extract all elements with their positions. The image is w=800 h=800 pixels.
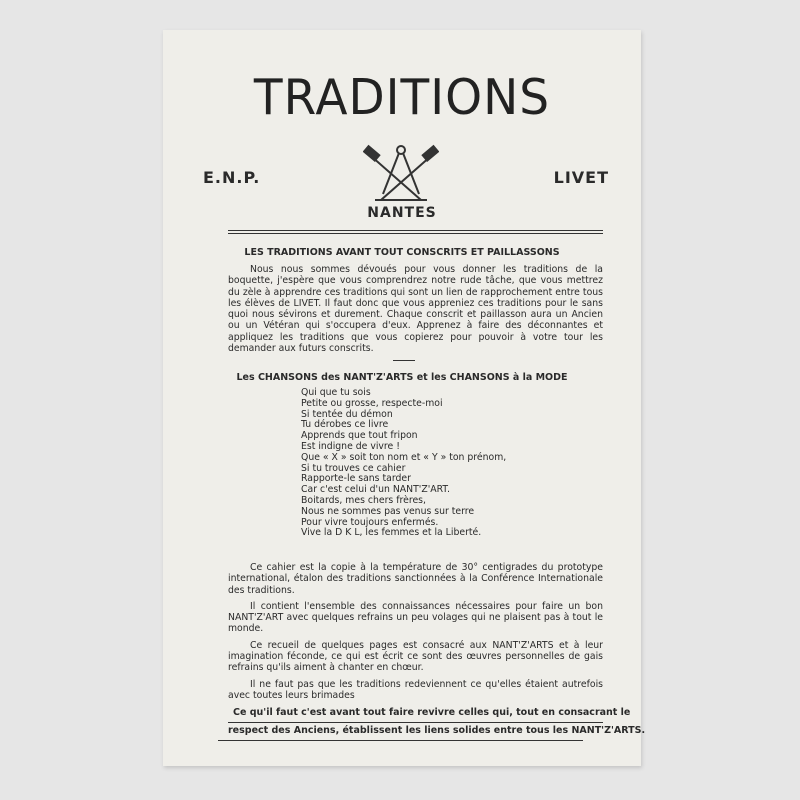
intro-paragraph bbox=[228, 264, 603, 354]
underline bbox=[218, 740, 583, 741]
school-label: E.N.P. bbox=[203, 168, 261, 187]
poem-line: Rapporte-le sans tarder bbox=[301, 473, 411, 485]
poem-line: Boitards, mes chers frères, bbox=[301, 494, 426, 506]
poem-line: Nous ne sommes pas venus sur terre bbox=[301, 505, 475, 517]
poem-line: Car c'est celui d'un NANT'Z'ART. bbox=[301, 484, 450, 496]
poem-line: Est indigne de vivre ! bbox=[301, 440, 400, 452]
poem-line: Vive la D K L, les femmes et la Liberté. bbox=[301, 527, 482, 539]
city-label: NANTES bbox=[367, 205, 437, 221]
campus-label: LIVET bbox=[553, 168, 609, 187]
poem bbox=[301, 388, 506, 539]
paragraph: Il ne faut pas que les traditions redeviennent ce qu'elles étaient autrefois avec toutes leurs brimades bbox=[228, 678, 603, 701]
document-title: TRADITIONS bbox=[253, 68, 551, 127]
songs-heading: Les CHANSONS des NANT'Z'ARTS et les CHANSONS à la MODE bbox=[236, 372, 568, 383]
closing-line-1: Ce qu'il faut c'est avant tout faire revivre celles qui, tout en consacrant le bbox=[233, 707, 631, 718]
section-heading: LES TRADITIONS AVANT TOUT CONSCRITS ET PAILLASSONS bbox=[244, 247, 560, 258]
poem-line: Tu dérobes ce livre bbox=[301, 419, 389, 431]
poem-line: Qui que tu sois bbox=[301, 387, 371, 398]
paragraph: Il contient l'ensemble des connaissances nécessaires pour faire un bon NANT'Z'ART avec quelques refrains un peu volages qui ne plaisent pas à tout le monde. bbox=[228, 600, 603, 635]
poem-line: Si tu trouves ce cahier bbox=[301, 462, 406, 474]
underline bbox=[228, 722, 603, 723]
intro-text: Nous nous sommes dévoués pour vous donner les traditions de la boquette, j'espère que vous comprendrez notre rude tâche, que vous mettrez du zèle à apprendre ces traditions qui sont un lien de rapprochement entre tous les élèves de LIVET. Il faut donc que vous appreniez ces traditions pour le sans quoi nous sévirons et durement. Chaque conscrit et paillasson aura un Ancien ou un Vétéran qui s'occupera d'eux. Apprenez à faire des déconnantes et appliquez les traditions que vous copierez pour pouvoir à votre tour les demander aux futurs conscrits. bbox=[228, 264, 603, 355]
compass-hammers-emblem-icon bbox=[363, 142, 439, 204]
closing-line-2: respect des Anciens, établissent les liens solides entre tous les NANT'Z'ARTS. bbox=[228, 725, 646, 736]
poem-line: Pour vivre toujours enfermés. bbox=[301, 516, 439, 528]
separator-dash bbox=[393, 360, 415, 361]
paragraph: Ce recueil de quelques pages est consacré aux NANT'Z'ARTS et à leur imagination féconde, ce qui est écrit ce sont des œuvres personnelles de gais refrains qu'ils aiment à chanter en chœur. bbox=[228, 639, 603, 674]
poem-line: Si tentée du démon bbox=[301, 408, 393, 420]
poem-line: Apprends que tout fripon bbox=[301, 430, 418, 442]
paragraph: Ce cahier est la copie à la température de 30° centigrades du prototype international, étalon des traditions sanctionnées à la Conférence Internationale des traditions. bbox=[228, 562, 603, 596]
document-page bbox=[163, 30, 646, 766]
body-paragraphs bbox=[228, 562, 603, 701]
divider bbox=[228, 230, 603, 231]
poem-line: Petite ou grosse, respecte-moi bbox=[301, 397, 443, 409]
divider bbox=[228, 233, 603, 234]
poem-line: Que « X » soit ton nom et « Y » ton prénom, bbox=[301, 451, 507, 463]
